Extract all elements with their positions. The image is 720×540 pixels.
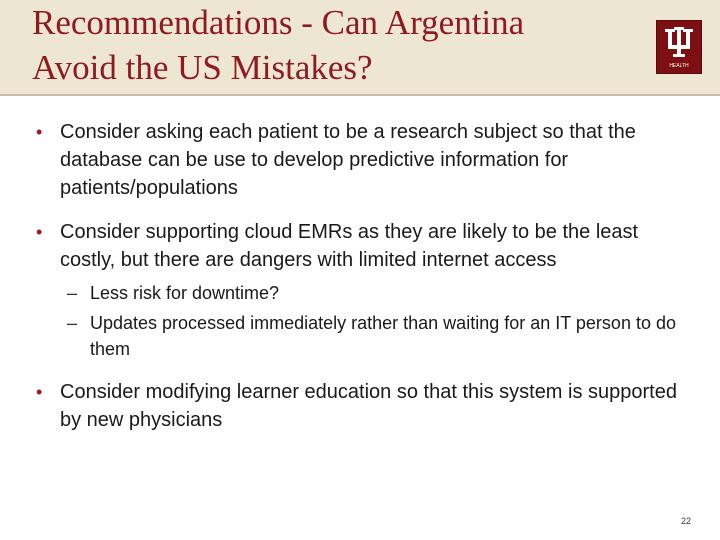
bullet-item bbox=[36, 378, 686, 434]
slide-title bbox=[32, 0, 632, 90]
page-number: 22 bbox=[680, 516, 691, 526]
bullet-text: Consider asking each patient to be a research subject so that the database can be use to develop predictive information for patients/populations bbox=[60, 121, 636, 199]
bullet-marker: • bbox=[36, 222, 43, 242]
sub-bullet-text: Updates processed immediately rather than waiting for an IT person to do them bbox=[90, 313, 676, 359]
sub-bullet-text: Less risk for downtime? bbox=[90, 283, 280, 303]
slide-title-line-2: Avoid the US Mistakes? bbox=[32, 48, 373, 87]
sub-bullet-list bbox=[36, 280, 686, 362]
bullet-item bbox=[36, 118, 686, 202]
header-divider bbox=[0, 94, 720, 96]
bullet-item bbox=[36, 218, 686, 274]
sub-bullet-marker: – bbox=[67, 283, 78, 303]
sub-bullet-marker: – bbox=[67, 313, 78, 333]
sub-bullet-item bbox=[36, 280, 686, 306]
bullet-list bbox=[36, 118, 686, 450]
bullet-marker: • bbox=[36, 382, 43, 402]
iu-health-logo bbox=[656, 20, 702, 74]
logo-wordmark: HEALTH bbox=[669, 63, 689, 69]
bullet-text: Consider supporting cloud EMRs as they are likely to be the least costly, but there are dangers with limited internet access bbox=[60, 221, 639, 271]
bullet-marker: • bbox=[36, 122, 43, 142]
sub-bullet-item bbox=[36, 310, 686, 362]
bullet-text: Consider modifying learner education so that this system is supported by new physicians bbox=[60, 381, 677, 431]
trident-icon bbox=[657, 21, 701, 73]
slide-title-line-1: Recommendations - Can Argentina bbox=[32, 3, 525, 42]
